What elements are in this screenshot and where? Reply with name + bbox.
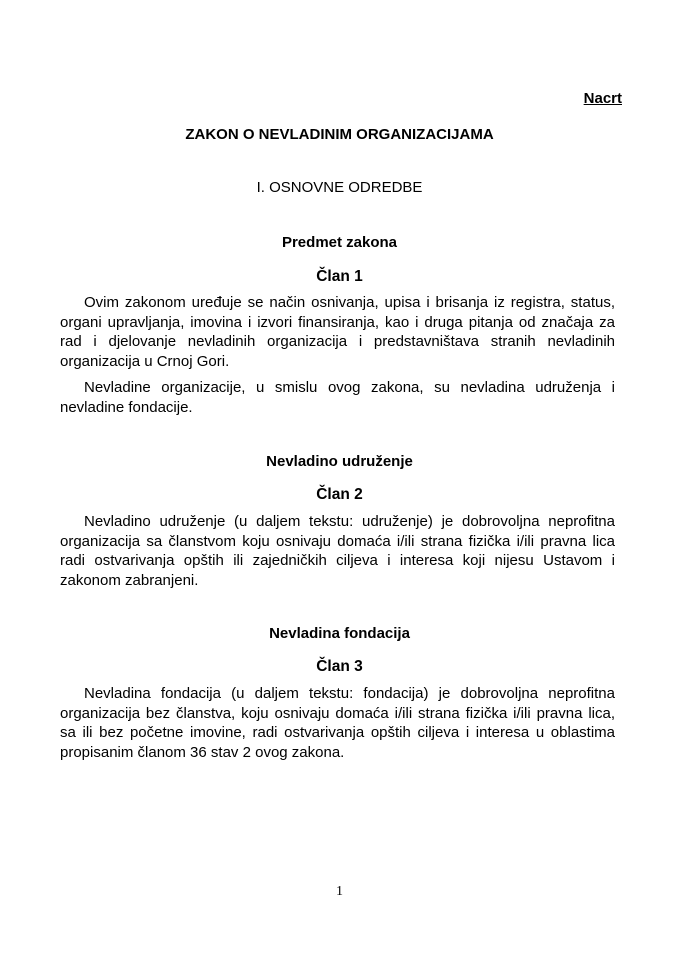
page-number: 1 [336,884,343,899]
article-1-paragraph-1: Ovim zakonom uređuje se način osnivanja, upisa i brisanja iz registra, status, organi upravljanja, imovina i izvori finansiranja, kao i druga pitanja od značaja za rad i djelovanje nevladinih organizacija i predstavništava stranih nevladinih organizacija u Crnoj Gori. [60,294,615,370]
section-heading-association: Nevladino udruženje [266,453,413,470]
article-1-title: Član 1 [316,268,363,285]
article-3-title: Član 3 [316,658,363,675]
article-2-title: Član 2 [316,486,363,503]
section-heading-foundation: Nevladina fondacija [269,625,410,642]
chapter-heading: I. OSNOVNE ODREDBE [256,179,423,196]
article-2-paragraph-1: Nevladino udruženje (u daljem tekstu: udruženje) je dobrovoljna neprofitna organizacija sa članstvom koju osnivaju domaća i/ili strana fizička i/ili pravna lica radi ostvarivanja opštih ili zajedničkih ciljeva i interesa koji nijesu Ustavom i zakonom zabranjeni. [60,513,615,589]
law-title: ZAKON O NEVLADINIM ORGANIZACIJAMA [185,126,494,143]
article-3-paragraph-1: Nevladina fondacija (u daljem tekstu: fondacija) je dobrovoljna neprofitna organizacija bez članstva, koju osnivaju domaća i/ili strana fizička i/ili pravna lica, sa ili bez početne imovine, radi ostvarivanja opštih ciljeva i interesa u oblastima propisanim članom 36 stav 2 ovog zakona. [60,685,615,761]
draft-label: Nacrt [583,90,622,107]
article-1-paragraph-2: Nevladine organizacije, u smislu ovog zakona, su nevladina udruženja i nevladine fondacije. [60,379,615,416]
section-heading-subject: Predmet zakona [281,234,398,251]
